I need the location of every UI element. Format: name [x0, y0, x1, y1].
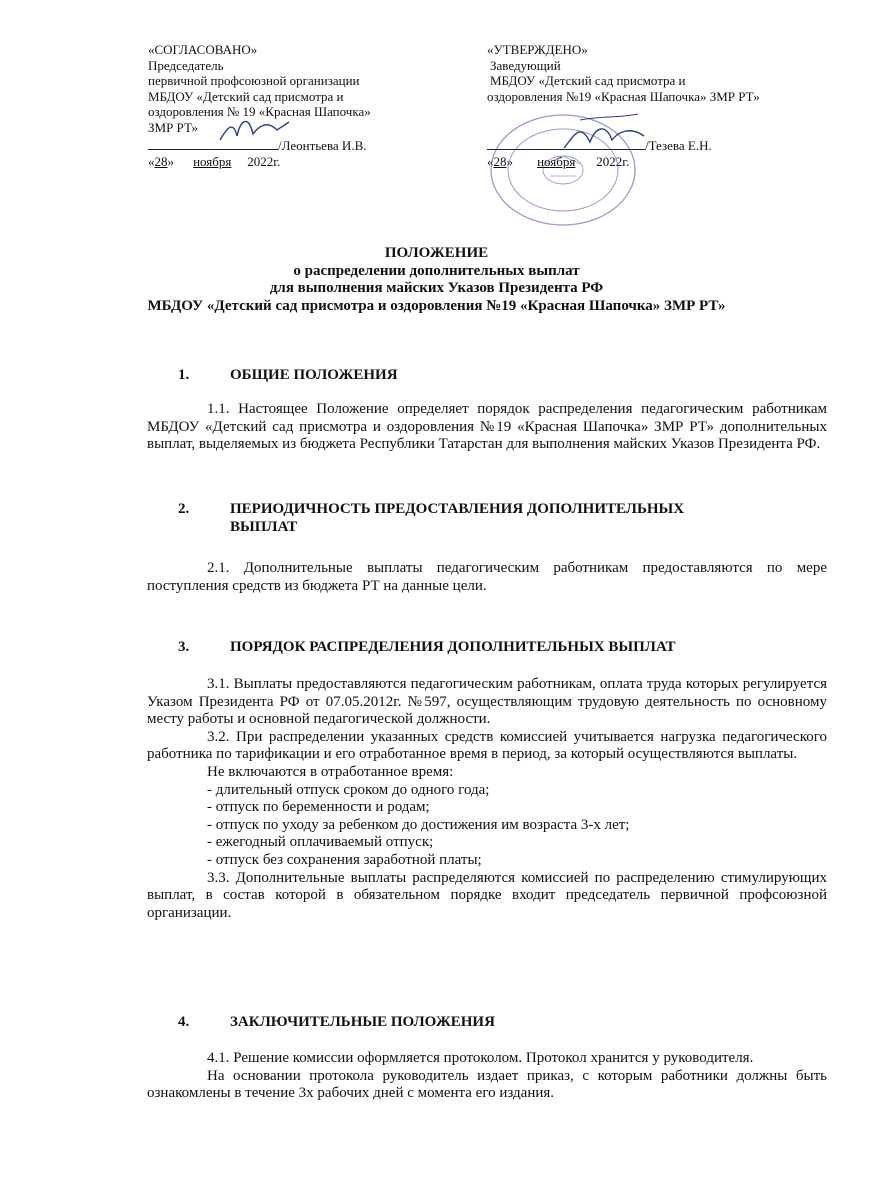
section-body — [147, 560, 827, 595]
date-month: ноября — [193, 153, 232, 169]
approval-line: первичной профсоюзной организации — [148, 73, 360, 88]
title-line: о распределении дополнительных выплат — [293, 262, 580, 279]
approval-line: МБДОУ «Детский сад присмотра и — [490, 73, 686, 88]
title-line: для выполнения майских Указов Президента РФ — [269, 280, 604, 296]
signer-name: /Леонтьева И.В. — [278, 138, 367, 153]
list-item: - отпуск по уходу за ребенком до достижения им возраста 3-х лет; — [207, 816, 630, 833]
section-title: ПОРЯДОК РАСПРЕДЕЛЕНИЯ ДОПОЛНИТЕЛЬНЫХ ВЫПЛАТ — [230, 639, 676, 655]
date-year: 2022г. — [247, 153, 281, 169]
date-day: 28 — [154, 153, 168, 169]
list-item: - отпуск по беременности и родам; — [207, 799, 430, 816]
section-number: 4. — [178, 1014, 190, 1030]
section-title: ОБЩИЕ ПОЛОЖЕНИЯ — [230, 367, 398, 383]
paragraph: 4.1. Решение комиссии оформляется протоколом. Протокол хранится у руководителя. — [207, 1050, 754, 1066]
handwritten-signature-left — [215, 108, 295, 148]
paragraph: 1.1. Настоящее Положение определяет порядок распределения педагогическим работникам МБДОУ «Детский сад присмотра и оздоровления №19 «Красная Шапочка» ЗМР РТ» дополнительных выплат, выделяемых из бюджета Республики Татарстан для выполнения майских Указов Президента РФ. — [147, 401, 827, 453]
approval-heading: «УТВЕРЖДЕНО» — [487, 42, 588, 57]
date-month: ноября — [537, 153, 576, 169]
paragraph: 2.1. Дополнительные выплаты педагогическим работникам предоставляются по мере поступления средств из бюджета РТ на данные цели. — [147, 560, 827, 594]
approval-line: Заведующий — [490, 57, 561, 73]
approval-line: ЗМР РТ» — [148, 119, 199, 135]
signature-line — [148, 149, 278, 150]
section-number: 3. — [178, 639, 190, 655]
title-line: ПОЛОЖЕНИЕ — [384, 245, 489, 261]
signer-name: /Тезева Е.Н. — [645, 138, 712, 153]
paragraph: На основании протокола руководитель издает приказ, с которым работники должны быть ознакомлены в течение 3х рабочих дней с момента его издания. — [147, 1067, 827, 1102]
approval-block-left: «СОГЛАСОВАНО» Председатель первичной профсоюзной организации МБДОУ «Детский сад присмотра и оздоровления № 19 «Красная Шапочка» ЗМР РТ» /Леонтьева И.В. «28» ноября 2022г. — [148, 42, 371, 169]
document-title — [0, 245, 873, 315]
list-item: - ежегодный оплачиваемый отпуск; — [207, 834, 434, 851]
paragraph: Не включаются в отработанное время: — [207, 763, 454, 780]
date-day: 28 — [493, 153, 507, 169]
section-title: ВЫПЛАТ — [230, 519, 298, 535]
section-body — [147, 401, 827, 454]
section-title: ЗАКЛЮЧИТЕЛЬНЫЕ ПОЛОЖЕНИЯ — [230, 1014, 495, 1030]
title-line: МБДОУ «Детский сад присмотра и оздоровления №19 «Красная Шапочка» ЗМР РТ» — [147, 297, 726, 314]
approval-line: Председатель — [148, 57, 224, 73]
list-item: - длительный отпуск сроком до одного года; — [207, 781, 490, 798]
section-number: 1. — [178, 367, 190, 383]
list-item: - отпуск без сохранения заработной платы; — [207, 851, 482, 868]
section-body — [147, 676, 827, 922]
paragraph: 3.2. При распределении указанных средств комиссией учитывается нагрузка педагогического работника по тарификации и его отработанное время в период, за который осуществляются выплаты. — [147, 728, 827, 763]
approval-block-right: «УТВЕРЖДЕНО» Заведующий МБДОУ «Детский сад присмотра и оздоровления №19 «Красная Шапочка» ЗМР РТ» /Тезева Е.Н. «28» ноября 2022г. — [487, 42, 760, 169]
section-title: ПЕРИОДИЧНОСТЬ ПРЕДОСТАВЛЕНИЯ ДОПОЛНИТЕЛЬНЫХ — [230, 501, 685, 517]
handwritten-signature-right — [560, 112, 650, 156]
approval-heading: «СОГЛАСОВАНО» — [148, 42, 258, 57]
section-body — [147, 1050, 827, 1103]
paragraph: 3.1. Выплаты предоставляются педагогическим работникам, оплата труда которых регулируется Указом Президента РФ от 07.05.2012г. №597, осуществляющим трудовую деятельность по основному месту работы и основной педагогической должности. — [147, 676, 827, 728]
section-number: 2. — [178, 501, 190, 517]
approval-line: оздоровления №19 «Красная Шапочка» ЗМР РТ» — [487, 88, 760, 104]
approval-line: оздоровления № 19 «Красная Шапочка» — [148, 104, 371, 119]
approval-line: МБДОУ «Детский сад присмотра и — [148, 88, 344, 104]
date-year: 2022г. — [596, 153, 630, 169]
paragraph: 3.3. Дополнительные выплаты распределяются комиссией по распределению стимулирующих выплат, в состав которой в обязательном порядке входит председатель первичной профсоюзной организации. — [147, 869, 827, 921]
